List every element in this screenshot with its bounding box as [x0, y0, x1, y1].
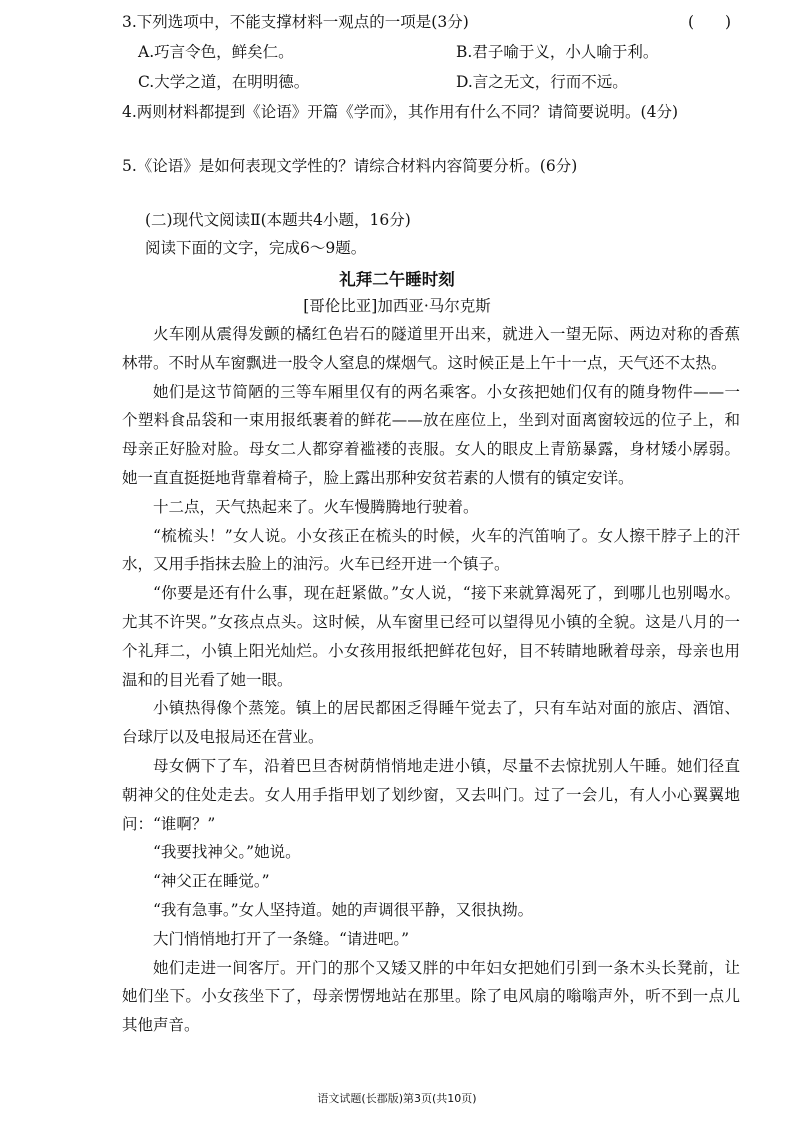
option-c: C.大学之道，在明明德。: [138, 73, 310, 91]
article-author: [哥伦比亚]加西亚·马尔克斯: [303, 297, 491, 315]
section-heading: (二)现代文阅读Ⅱ(本题共4小题，16分): [145, 211, 411, 229]
article-paragraph: 十二点，天气热起来了。火车慢腾腾地行驶着。: [153, 497, 479, 516]
article-paragraph: 她们走进一间客厅。开门的那个又矮又胖的中年妇女把她们引到一条木头长凳前，让她们坐下。小女孩坐下了，母亲愣愣地站在那里。除了电风扇的嗡嗡声外，听不到一点儿其他声音。: [122, 958, 740, 1035]
section-instruction: 阅读下面的文字，完成6～9题。: [145, 239, 367, 257]
page-footer: 语文试题(长郡版)第3页(共10页): [317, 1092, 477, 1105]
article-body: [122, 320, 740, 1040]
question-3: 3.下列选项中，不能支撑材料一观点的一项是(3分): [122, 13, 469, 31]
question-5: 5.《论语》是如何表现文学性的？请综合材料内容简要分析。(6分): [122, 157, 578, 175]
article-paragraph: “梳梳头！”女人说。小女孩正在梳头的时候，火车的汽笛响了。女人擦干脖子上的汗水，又用手指抹去脸上的油污。火车已经开进一个镇子。: [122, 526, 740, 574]
option-b: B.君子喻于义，小人喻于利。: [456, 43, 659, 61]
article-paragraph: 她们是这节简陋的三等车厢里仅有的两名乘客。小女孩把她们仅有的随身物件——一个塑料食品袋和一束用报纸裹着的鲜花——放在座位上，坐到对面离窗较远的位子上，和母亲正好脸对脸。母女二人都穿着褴褛的丧服。女人的眼皮上青筋暴露，身材矮小孱弱。她一直直挺挺地背靠着椅子，脸上露出那种安贫若素的人惯有的镇定安详。: [122, 382, 740, 487]
article-paragraph: “神父正在睡觉。”: [153, 872, 270, 891]
article-paragraph: 小镇热得像个蒸笼。镇上的居民都困乏得睡午觉去了，只有车站对面的旅店、酒馆、台球厅以及电报局还在营业。: [122, 699, 740, 747]
article-paragraph: “你要是还有什么事，现在赶紧做。”女人说，“接下来就算渴死了，到哪儿也别喝水。尤其不许哭。”女孩点点头。这时候，从车窗里已经可以望得见小镇的全貌。这是八月的一个礼拜二，小镇上阳光灿烂。小女孩用报纸把鲜花包好，目不转睛地瞅着母亲，母亲也用温和的目光看了她一眼。: [122, 584, 740, 689]
article-paragraph: 大门悄悄地打开了一条缝。“请进吧。”: [153, 929, 410, 948]
option-a: A.巧言令色，鲜矣仁。: [138, 43, 294, 61]
article-paragraph: “我要找神父。”她说。: [153, 843, 301, 862]
article-title: 礼拜二午睡时刻: [339, 270, 455, 289]
answer-parentheses: ( ): [688, 13, 732, 31]
article-paragraph: “我有急事。”女人坚持道。她的声调很平静，又很执拗。: [153, 900, 534, 919]
option-d: D.言之无文，行而不远。: [456, 73, 628, 91]
article-paragraph: 母女俩下了车，沿着巴旦杏树荫悄悄地走进小镇，尽量不去惊扰别人午睡。她们径直朝神父的住处走去。女人用手指甲划了划纱窗，又去叫门。过了一会儿，有人小心翼翼地问：“谁啊？”: [122, 756, 740, 833]
question-4: 4.两则材料都提到《论语》开篇《学而》，其作用有什么不同？请简要说明。(4分): [122, 103, 678, 121]
article-paragraph: 火车刚从震得发颤的橘红色岩石的隧道里开出来，就进入一望无际、两边对称的香蕉林带。不时从车窗飘进一股令人窒息的煤烟气。这时候正是上午十一点，天气还不太热。: [122, 325, 740, 372]
